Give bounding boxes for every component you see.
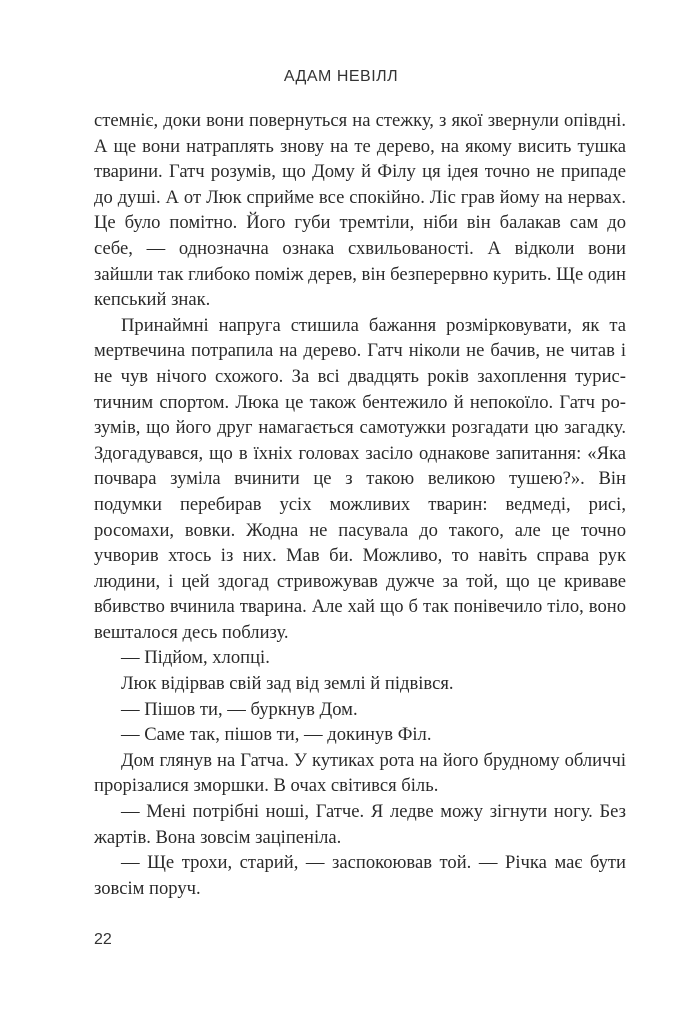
running-head-author: АДАМ НЕВІЛЛ	[283, 68, 399, 85]
body-text	[94, 108, 626, 901]
paragraph: Принаймні напруга стишила бажання розмірковувати, як та мертвечина потрапила на дерево. Гатч ніколи не бачив, не читав і не чув нічого схожого. За всі двадцять років захоплення туристичним спортом. Люка це також бентежило й непокоїло. Гатч розумів, що його друг намагається самотужки розгадати цю загадку. Здогадувався, що в їхніх головах засіло однакове запитання: «Яка почвара зуміла вчинити це з такою великою тушею?». Він подумки перебирав усіх можливих тварин: ведмеді, рисі, росомахи, вовки. Жодна не пасувала до такого, але це точно учворив хтось із них. Мав би. Можливо, то навіть справа рук людини, і цей здогад стривожував дужче за той, що це криваве вбивство вчинила тварина. Але хай що б так понівечило тіло, воно вешталося десь поблизу.	[94, 314, 626, 643]
dialogue-line: — Ще трохи, старий, — заспокоював той. — Річка має бути зовсім поруч.	[94, 852, 626, 899]
dialogue-line: — Пішов ти, — буркнув Дом.	[121, 698, 358, 720]
page-number: 22	[94, 931, 112, 948]
dialogue-line: — Мені потрібні ноші, Гатче. Я ледве можу зігнути ногу. Без жартів. Вона зовсім заціпеніла.	[94, 801, 626, 848]
dialogue-line: — Підйом, хлопці.	[121, 647, 270, 669]
paragraph: Дом глянув на Гатча. У кутиках рота на його брудному обличчі прорізалися зморшки. В очах світився біль.	[94, 749, 626, 797]
paragraph: стемніє, доки вони повернуться на стежку, з якої звернули опівдні. А ще вони натраплять знову на те дерево, на якому висить тушка тварини. Гатч розумів, що Дому й Філу ця ідея точно не припаде до душі. А от Люк сприйме все спокійно. Ліс грав йому на нервах. Це було помітно. Його губи тремтіли, ніби він балакав сам до себе, — однозначна ознака схвильованості. А відколи вони зайшли так глибоко поміж дерев, він безперервно курить. Ще один кепський знак.	[94, 110, 626, 311]
paragraph: Люк відірвав свій зад від землі й підвівся.	[121, 673, 454, 695]
dialogue-line: — Саме так, пішов ти, — докинув Філ.	[121, 724, 432, 746]
